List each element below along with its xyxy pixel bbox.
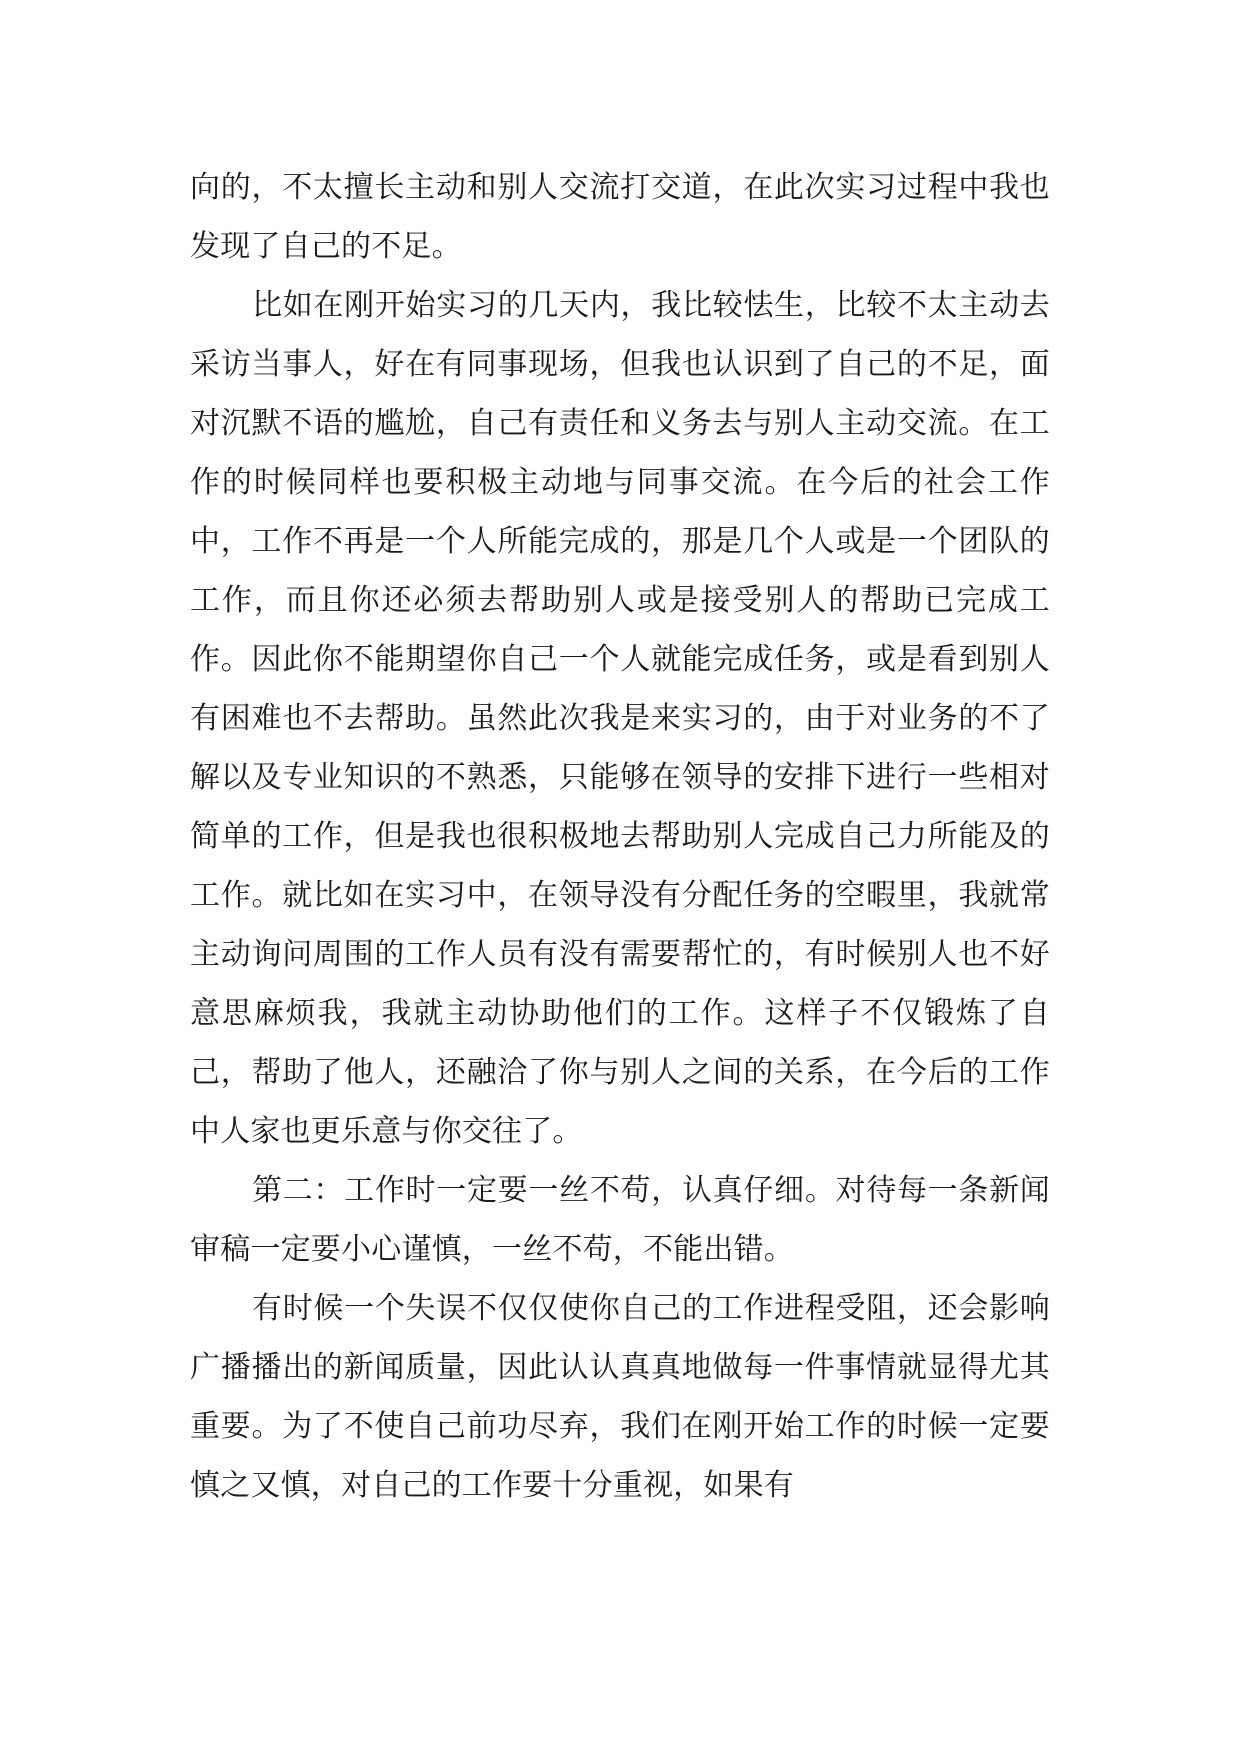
document-body	[190, 158, 1050, 1515]
paragraph-mistakes: 有时候一个失误不仅仅使你自己的工作进程受阻，还会影响广播播出的新闻质量，因此认认真真地做每一件事情就显得尤其重要。为了不使自己前功尽弃，我们在刚开始工作的时候一定要慎之又慎，对自己的工作要十分重视，如果有	[190, 1291, 1050, 1503]
paragraph-second-point: 第二：工作时一定要一丝不苟，认真仔细。对待每一条新闻审稿一定要小心谨慎，一丝不苟，不能出错。	[190, 1173, 1050, 1267]
paragraph-example-shyness: 比如在刚开始实习的几天内，我比较怯生，比较不太主动去采访当事人，好在有同事现场，但我也认识到了自己的不足，面对沉默不语的尴尬，自己有责任和义务去与别人主动交流。在工作的时候同样也要积极主动地与同事交流。在今后的社会工作中，工作不再是一个人所能完成的，那是几个人或是一个团队的工作，而且你还必须去帮助别人或是接受别人的帮助已完成工作。因此你不能期望你自己一个人就能完成任务，或是看到别人有困难也不去帮助。虽然此次我是来实习的，由于对业务的不了解以及专业知识的不熟悉，只能够在领导的安排下进行一些相对简单的工作，但是我也很积极地去帮助别人完成自己力所能及的工作。就比如在实习中，在领导没有分配任务的空暇里，我就常主动询问周围的工作人员有没有需要帮忙的，有时候别人也不好意思麻烦我，我就主动协助他们的工作。这样子不仅锻炼了自己，帮助了他人，还融洽了你与别人之间的关系，在今后的工作中人家也更乐意与你交往了。	[190, 288, 1050, 1149]
paragraph-continuation: 向的，不太擅长主动和别人交流打交道，在此次实习过程中我也发现了自己的不足。	[190, 170, 1050, 264]
